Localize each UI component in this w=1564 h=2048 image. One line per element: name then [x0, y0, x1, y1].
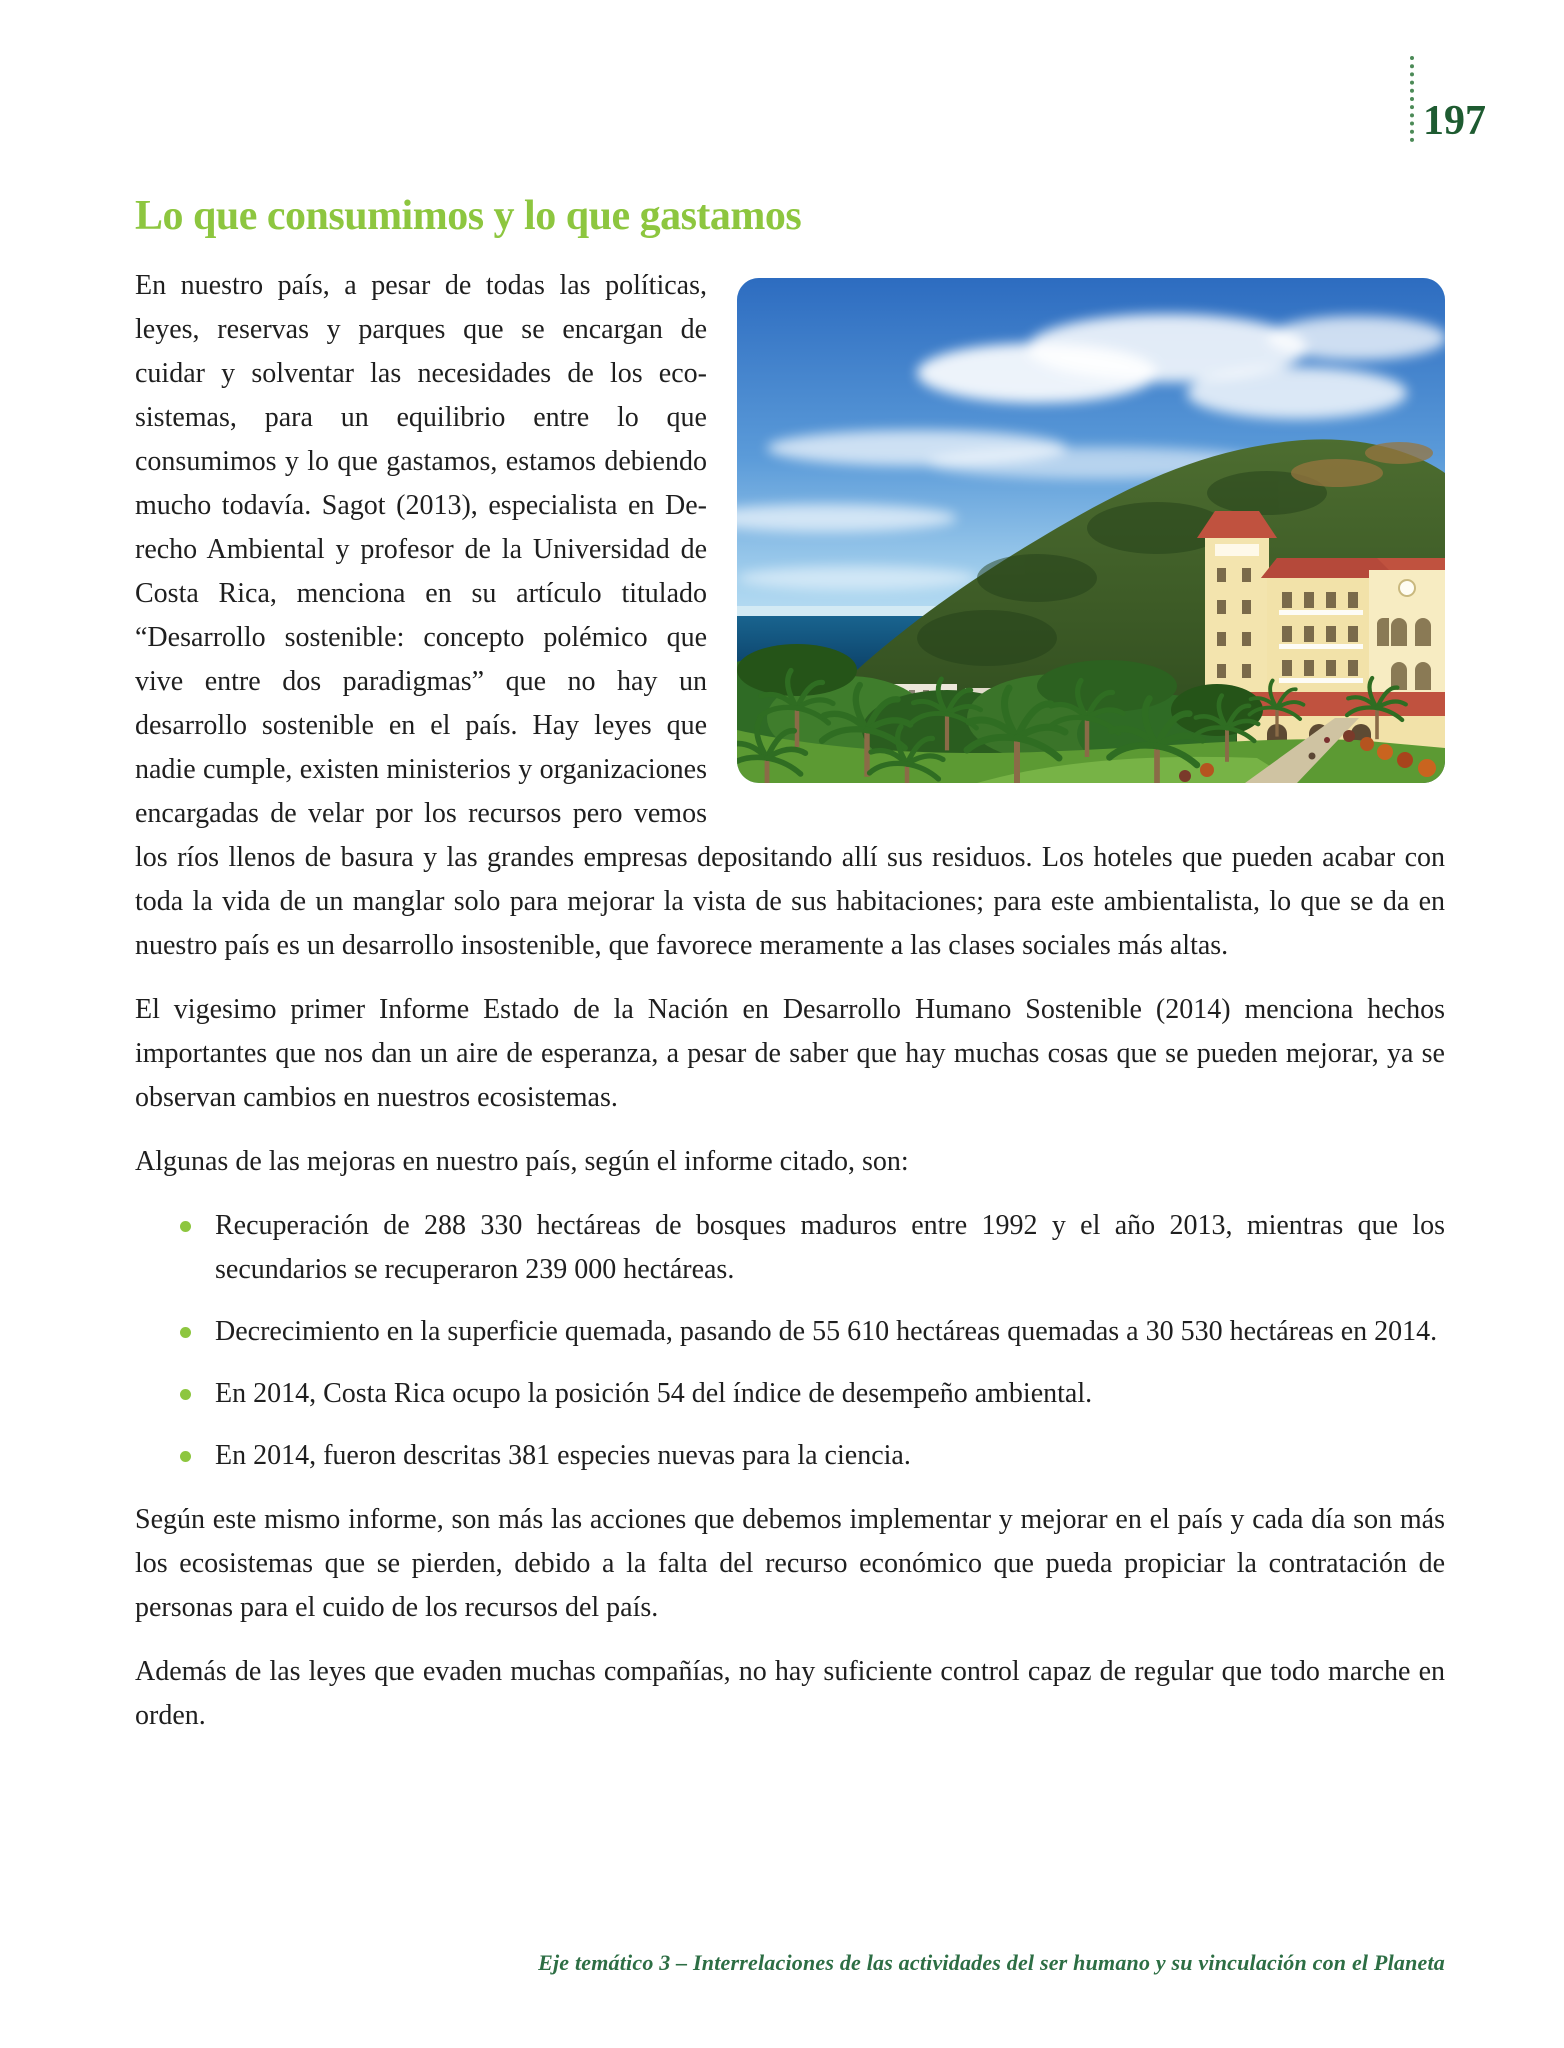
- improvements-intro: Algunas de las mejoras en nuestro país, según el informe citado, son:: [135, 1146, 909, 1177]
- page-title: Lo que consumimos y lo que gastamos: [135, 193, 802, 239]
- page-number-block: [1410, 56, 1486, 145]
- page-number: 197: [1423, 98, 1486, 145]
- closing-paragraph: Además de las leyes que evaden muchas compañías, no hay suficiente control capaz de regular que todo marche en orden.: [135, 1656, 1445, 1731]
- list-item: En 2014, Costa Rica ocupo la posición 54 del índice de desempeño ambiental.: [135, 1372, 1445, 1416]
- resort-photo: [737, 278, 1445, 783]
- list-item: Recuperación de 288 330 hectáreas de bosques maduros entre 1992 y el año 2013, mientras que los secundarios se recuperaron 239 000 hectáreas.: [135, 1204, 1445, 1292]
- informe-paragraph: El vigesimo primer Informe Estado de la Nación en Desarrollo Humano Sostenible (2014) menciona hechos importantes que nos dan un aire de esperanza, a pesar de saber que hay muchas cosas que se pueden mejorar, ya se observan cambios en nuestros ecosistemas.: [135, 994, 1445, 1113]
- list-item: En 2014, fueron descritas 381 especies nuevas para la ciencia.: [135, 1434, 1445, 1478]
- resort-photo-illustration: [737, 278, 1445, 783]
- intro-paragraph: En nuestro país, a pesar de todas las políticas, leyes, reservas y parques que se encargan de cuidar y solventar las necesidades de los ecosistemas, para un equilibrio entre lo que consumimos y lo que gastamos, estamos debiendo mucho todavía. Sagot (2013), especialista en Derecho Ambiental y profesor de la Universidad de Costa Rica, menciona en su artículo titulado “Desarrollo sostenible: concepto polémico que vive entre dos paradigmas” que no hay un desarrollo sostenible en el país. Hay leyes que nadie cumple, existen ministerios y organizaciones encargadas de velar por los recursos pero vemos los ríos llenos de basura y las grandes empresas depositando allí sus residuos. Los hoteles que pueden acabar con toda la vida de un manglar solo para mejorar la vista de sus habitaciones; para este ambientalista, lo que se da en nuestro país es un desarrollo insostenible, que favorece meramente a las clases sociales más altas.: [135, 270, 1445, 961]
- closing-paragraph: Según este mismo informe, son más las acciones que debemos implementar y mejorar en el país y cada día son más los ecosistemas que se pierden, debido a la falta del recurso económico que pueda propiciar la contratación de personas para el cuido de los recursos del país.: [135, 1504, 1445, 1623]
- list-item: Decrecimiento en la superficie quemada, pasando de 55 610 hectáreas quemadas a 30 530 hectáreas en 2014.: [135, 1310, 1445, 1354]
- dotted-rule: [1410, 56, 1414, 142]
- improvements-list: [135, 1204, 1445, 1478]
- footer-theme-caption: Eje temático 3 – Interrelaciones de las actividades del ser humano y su vinculación con el Planeta: [538, 1950, 1445, 1975]
- article-body: [135, 264, 1445, 1738]
